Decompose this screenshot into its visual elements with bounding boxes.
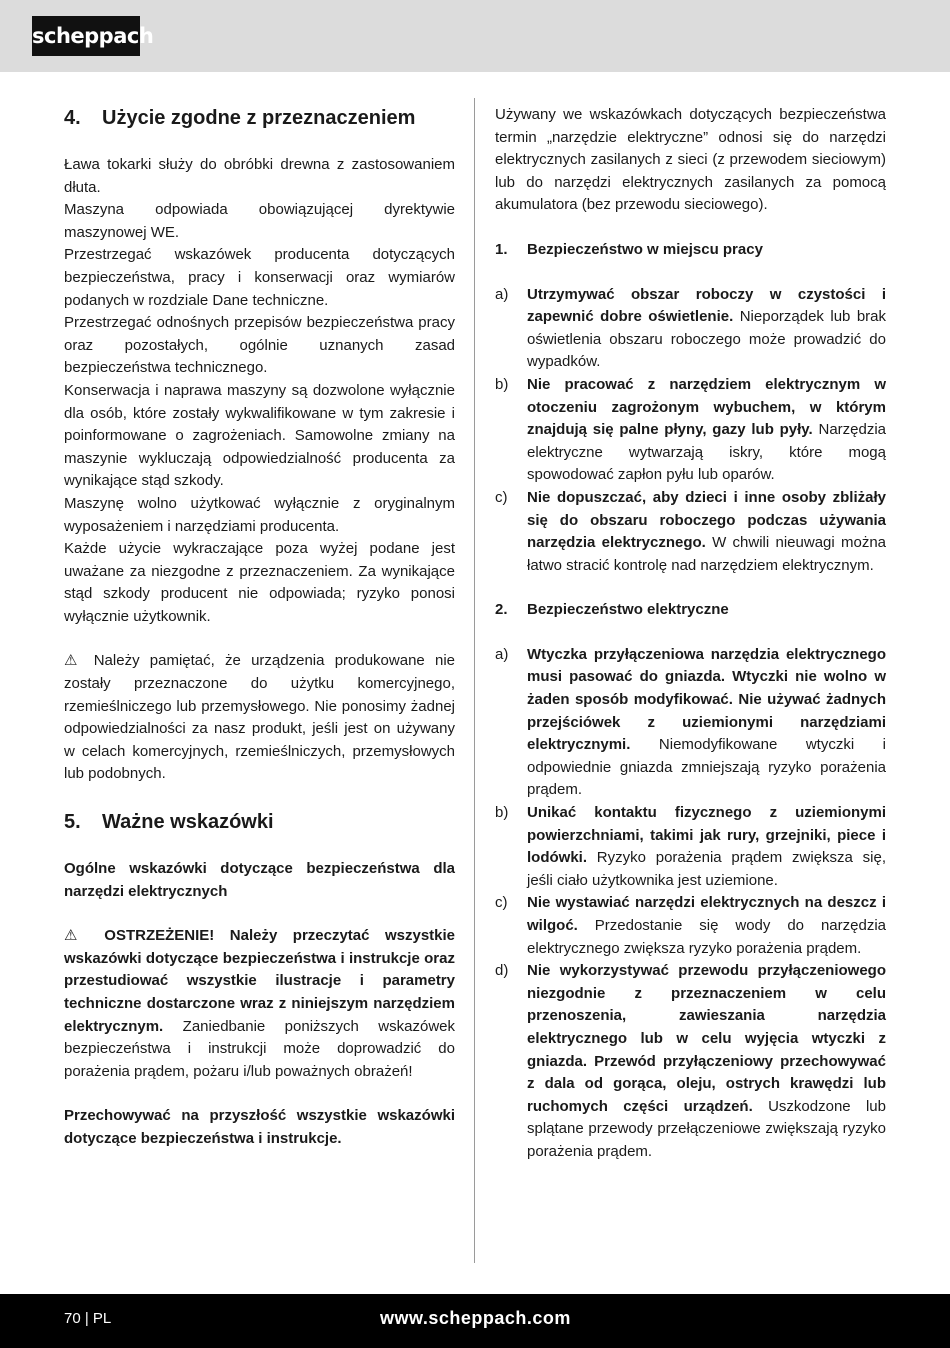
subsection-2-number: 2. [495, 601, 508, 619]
item-text: Ryzyko porażenia prądem zwiększa się, jeśli ciało użytkownika jest uziemione. [527, 849, 886, 889]
list-item [495, 892, 886, 960]
item-label: b) [495, 375, 509, 393]
work-area-safety-list [495, 284, 886, 578]
left-column [64, 104, 455, 1151]
warning-icon: ⚠ [64, 652, 84, 670]
warning-bold: OSTRZEŻENIE! Należy przeczytać wszystkie wskazówki dotyczące bezpieczeństwa i instrukcje oraz przestudiować wszystkie ilustracje i parametry techniczne dostarczone wraz z niniejszym narzędziem elektrycznym. [64, 927, 456, 1035]
item-text: W chwili nieuwagi można łatwo stracić kontrolę nad narzędziem elektrycznym. [527, 534, 886, 574]
item-label: c) [495, 894, 508, 912]
subsection-2-heading [495, 599, 886, 622]
section-5-title: Ważne wskazówki [102, 811, 274, 834]
subsection-1-number: 1. [495, 240, 508, 258]
item-text: Uszkodzone lub splątane przewody przełączeniowe zwiększają ryzyko porażenia prądem. [527, 1097, 886, 1160]
list-item [495, 284, 886, 374]
warning-icon: ⚠ [64, 927, 89, 945]
item-label: d) [495, 962, 509, 980]
item-bold: Nie wykorzystywać przewodu przyłączeniowego niezgodnie z przeznaczeniem w celu przenoszenia, zawieszania narzędzia elektrycznego lub w celu wyjęcia wtyczki z gniazda. Przewód przyłączeniowy przechowywać z dala od gorąca, oleju, ostrych krawędzi lub ruchomych części urządzeń. [527, 962, 886, 1115]
brand-logo: scheppach [32, 16, 140, 56]
item-bold: Nie dopuszczać, aby dzieci i inne osoby zbliżały się do obszaru roboczego podczas używania narzędzia elektrycznego. [527, 488, 886, 552]
section-4-heading [64, 104, 455, 132]
paragraph: Maszynę wolno użytkować wyłącznie z oryginalnym wyposażeniem i narzędziami producenta. [64, 494, 455, 535]
warning-block [64, 925, 455, 1083]
item-bold: Nie pracować z narzędziem elektrycznym w otoczeniu zagrożonym wybuchem, w którym znajdują się palne płyny, gazy lub pyły. [527, 375, 886, 439]
item-bold: Unikać kontaktu fizycznego z uziemionymi powierzchniami, takimi jak rury, grzejniki, piece i lodówki. [527, 804, 886, 867]
paragraph: Ława tokarki służy do obróbki drewna z zastosowaniem dłuta. [64, 156, 455, 196]
section-4-number: 4. [64, 107, 81, 129]
item-label: b) [495, 804, 509, 822]
paragraph: Każde użycie wykraczające poza wyżej podane jest uważane za niezgodne z przeznaczeniem. Za wynikające stąd szkody producent nie odpowiada; ryzyko ponosi wyłącznie użytkownik. [64, 540, 455, 625]
subsection-1-heading [495, 239, 886, 262]
section-4-title: Użycie zgodne z przeznaczeniem [102, 107, 416, 129]
electrical-safety-list [495, 644, 886, 1164]
subheading: Ogólne wskazówki dotyczące bezpieczeństwa dla narzędzi elektrycznych [64, 860, 455, 900]
paragraph: Przestrzegać odnośnych przepisów bezpieczeństwa pracy oraz pozostałych, ogólnie uznanych zasad bezpieczeństwa technicznego. [64, 314, 455, 377]
list-item [495, 374, 886, 487]
page-number: 70 | PL [64, 1310, 112, 1327]
footer-bar [0, 1294, 950, 1348]
list-item [495, 960, 886, 1163]
warning-note-text: Należy pamiętać, że urządzenia produkowane nie zostały przeznaczone do użytku komercyjnego, rzemieślniczego lub przemysłowego. Nie ponosimy żadnej odpowiedzialności za nasz produkt, jeśli jest on używany w celach komercyjnych, rzemieślniczych, przemysłowych lub podobnych. [64, 652, 455, 783]
header-bar [0, 0, 950, 72]
warning-note [64, 650, 455, 786]
item-label: a) [495, 645, 509, 663]
paragraph: Maszyna odpowiada obowiązującej dyrektywie maszynowej WE. [64, 201, 455, 241]
section-5-number: 5. [64, 811, 81, 834]
item-bold: Utrzymywać obszar roboczy w czystości i zapewnić dobre oświetlenie. [527, 285, 886, 326]
paragraph: Przestrzegać wskazówek producenta dotyczących bezpieczeństwa, pracy i konserwacji oraz wymiarów podanych w rozdziale Dane techniczne. [64, 246, 455, 309]
item-bold: Wtyczka przyłączeniowa narzędzia elektrycznego musi pasować do gniazda. Wtyczki nie wolno w żaden sposób modyfikować. Nie używać żadnych przejściówek z uziemionymi narzędziami elektrycznymi. [527, 645, 886, 754]
list-item [495, 802, 886, 892]
item-text: Narzędzia elektryczne wytwarzają iskry, które mogą spowodować zapłon pyłu lub oparów. [527, 421, 887, 484]
paragraph: Konserwacja i naprawa maszyny są dozwolone wyłącznie dla osób, które zostały wykwalifikowane w tym zakresie i poinformowane o zagrożeniach. Samowolne zmiany na maszynie wykluczają odpowiedzialność producenta za wynikające stąd szkody. [64, 381, 455, 490]
item-text: Nieporządek lub brak oświetlenia obszaru roboczego może prowadzić do wypadków. [527, 308, 887, 371]
website-link[interactable]: www.scheppach.com [380, 1308, 571, 1328]
warning-text: Zaniedbanie poniższych wskazówek bezpieczeństwa i instrukcji może doprowadzić do porażenia prądem, pożaru i/lub poważnych obrażeń! [64, 1017, 455, 1080]
section-5-heading [64, 808, 455, 836]
item-label: c) [495, 488, 508, 506]
item-text: Niemodyfikowane wtyczki i odpowiednie gniazda zmniejszają ryzyko porażenia prądem. [527, 736, 887, 799]
keep-instructions: Przechowywać na przyszłość wszystkie wskazówki dotyczące bezpieczeństwa i instrukcje. [64, 1107, 455, 1147]
column-divider [474, 98, 475, 1263]
intro-paragraph: Używany we wskazówkach dotyczących bezpieczeństwa termin „narzędzie elektryczne” odnosi się do narzędzi elektrycznych zasilanych z sieci (z przewodem sieciowym) lub do narzędzi elektrycznych zasilanych za pomocą akumulatora (bez przewodu sieciowego). [495, 106, 886, 214]
item-label: a) [495, 285, 509, 303]
item-bold: Nie wystawiać narzędzi elektrycznych na deszcz i wilgoć. [527, 894, 886, 934]
list-item [495, 644, 886, 802]
item-text: Przedostanie się wody do narzędzia elektrycznego zwiększa ryzyko porażenia prądem. [527, 917, 886, 957]
right-column [495, 104, 886, 1164]
list-item [495, 487, 886, 577]
subsection-2-title: Bezpieczeństwo elektryczne [527, 601, 729, 619]
subsection-1-title: Bezpieczeństwo w miejscu pracy [527, 240, 763, 258]
